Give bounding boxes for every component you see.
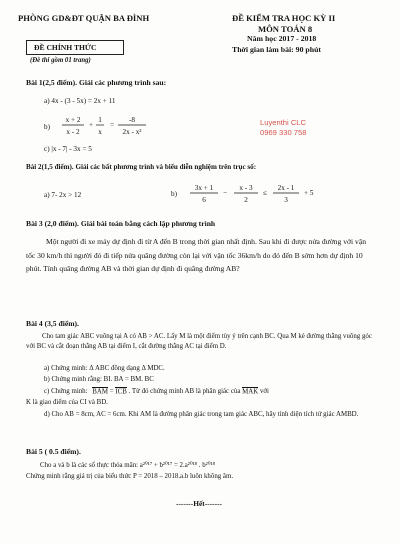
bai4-c-tail: với xyxy=(259,388,269,395)
district-office-title: PHÒNG GD&ĐT QUẬN BA ĐÌNH xyxy=(18,13,150,23)
bai2-b-op2: ≤ xyxy=(263,189,267,197)
bai2-b-frac2-den: 2 xyxy=(244,196,248,204)
angle-mak: MAK xyxy=(242,388,259,395)
end-marker: -------Hết------- xyxy=(176,499,222,508)
bai3-title: Bài 3 (2,0 điểm). Giải bài toán bằng cách lập phương trình xyxy=(26,219,216,228)
bai2-b-tail: + 5 xyxy=(304,189,314,197)
bai4-c-post: . Từ đó chứng minh AB là phân giác của xyxy=(128,388,241,395)
bai2-b-frac3-den: 3 xyxy=(284,196,288,204)
bai2-part-a: a) 7- 2x > 12 xyxy=(44,191,82,199)
bai1-b-frac2-num: 1 xyxy=(98,116,102,124)
watermark-phone: 0969 330 758 xyxy=(260,128,307,137)
bai4-part-a: a) Chứng minh: Δ ABC đồng dạng Δ MDC. xyxy=(44,365,165,372)
official-label: ĐỀ CHÍNH THỨC xyxy=(34,43,97,52)
bai1-b-op1: + xyxy=(89,121,94,129)
bai1-b-frac1-num: x + 2 xyxy=(65,116,81,124)
exam-duration: Thời gian làm bài: 90 phút xyxy=(232,45,322,54)
bai2-b-frac1-num: 3x + 1 xyxy=(194,184,214,192)
bai2-b-frac3-num: 2x - 1 xyxy=(277,184,295,192)
bai5-line1: Cho a và b là các số thực thỏa mãn: a²⁰¹⁷ + b²⁰¹⁷ = 2.a²⁰¹⁸ . b²⁰¹⁸ xyxy=(40,462,215,469)
angle-icb: ICB xyxy=(115,388,127,395)
bai2-b-frac2-num: x - 3 xyxy=(239,184,253,192)
bai2-b-frac1-den: 6 xyxy=(202,196,206,204)
angle-bam: BAM xyxy=(92,388,108,395)
bai4-c-line2: K là giao điểm của CI và BD. xyxy=(26,399,108,406)
bai1-b-frac3-num: -8 xyxy=(129,116,135,124)
bai5-line2: Chứng minh rằng giá trị của biểu thức P = 2018 – 2018.a.b luôn không âm. xyxy=(26,473,234,480)
watermark-name: Luyenthi CLC xyxy=(260,118,307,127)
bai2-part-b xyxy=(168,180,368,210)
bai4-title: Bài 4 (3,5 điểm). xyxy=(26,319,79,328)
bai1-part-a: a) 4x - (3 - 5x) = 2x + 11 xyxy=(44,97,116,105)
bai2-title: Bài 2(1,5 điểm). Giải các bất phương trình và biểu diễn nghiệm trên trục số: xyxy=(26,163,257,171)
bai4-intro: Cho tam giác ABC vuông tại A có AB > AC. Lấy M là một điểm tùy ý trên cạnh BC. Qua M kẻ đường thẳng vuông góc với BC và cắt đoạn thẳng AB tại điểm I, cắt đường thẳng AC tại điểm D. xyxy=(26,333,372,351)
bai1-b-label: b) xyxy=(44,123,50,131)
bai1-b-frac1-den: x - 2 xyxy=(66,128,80,136)
bai1-part-b xyxy=(40,111,220,141)
school-year: Năm học 2017 - 2018 xyxy=(247,34,317,43)
bai1-title: Bài 1(2,5 điểm). Giải các phương trình sau: xyxy=(26,78,167,87)
bai4-c-prefix: c) Chứng minh: xyxy=(44,388,88,395)
page-note: (Đề thi gồm 01 trang) xyxy=(30,57,91,64)
exam-title: ĐỀ KIỂM TRA HỌC KỲ II xyxy=(232,13,336,23)
bai4-c-eq: = xyxy=(109,388,114,395)
bai5-title: Bài 5 ( 0.5 điểm). xyxy=(26,447,81,456)
bai3-body: Một người đi xe máy dự định đi từ A đến B trong thời gian nhất định. Sau khi đi được nửa đường với vận tốc 30 km/h thì người đó đi tiếp nửa quãng đường còn lại với vận tốc 36km/h do đó đến B sớm hơn dự định 10 phút. Tính quãng đường AB và thời gian dự định đi quãng đường AB? xyxy=(26,237,367,274)
bai1-part-c: c) |x - 7| - 3x = 5 xyxy=(44,145,92,153)
bai2-b-label: b) xyxy=(171,190,177,198)
bai1-b-frac2-den: x xyxy=(98,128,102,136)
bai4-part-b: b) Chứng minh rằng: BI. BA = BM. BC xyxy=(44,376,154,383)
bai4-part-d: d) Cho AB = 8cm, AC = 6cm. Khi AM là đường phân giác trong tam giác ABC, hãy tính diện tích tứ giác AMBD. xyxy=(44,411,359,418)
bai4-part-c xyxy=(44,389,269,396)
bai1-b-frac3-den: 2x - x² xyxy=(122,128,142,136)
bai1-b-eq: = xyxy=(110,121,115,129)
bai2-b-op1: − xyxy=(223,189,228,197)
exam-subject: MÔN TOÁN 8 xyxy=(258,24,313,34)
